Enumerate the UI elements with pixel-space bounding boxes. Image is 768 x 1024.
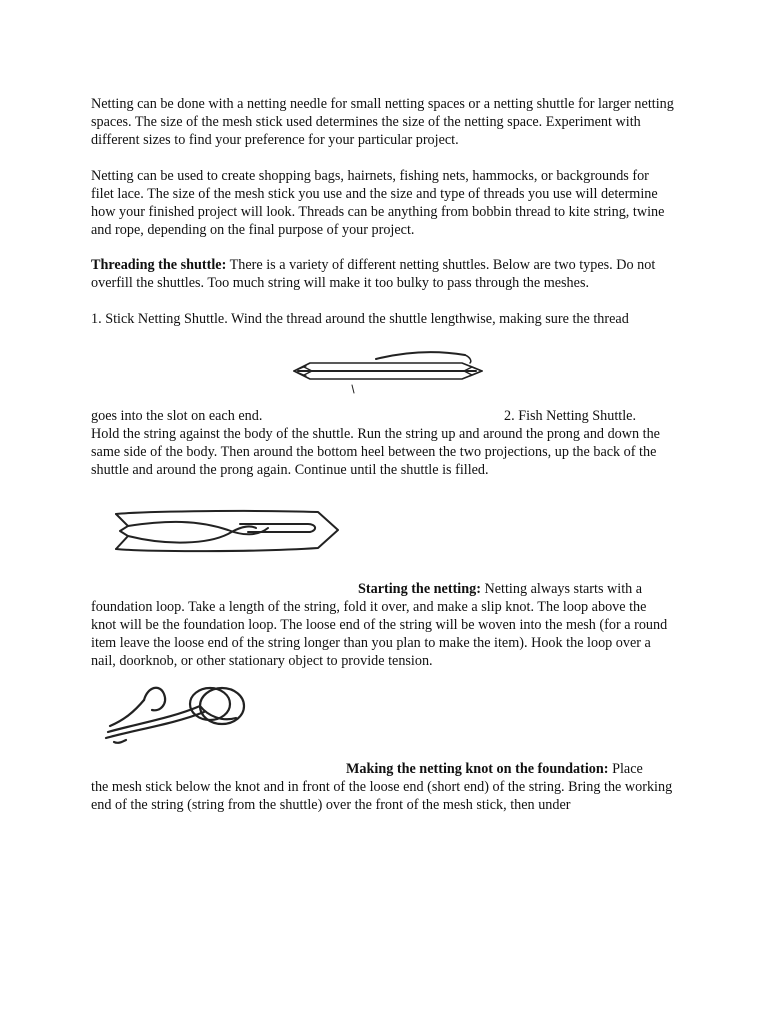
text-goes-into-slot: goes into the slot on each end. — [91, 408, 263, 424]
paragraph-starting-body: foundation loop. Take a length of the string, fold it over, and make a slip knot. The loop above the knot will be the foundation loop. The loose end of the string will be woven into the mesh (for a round item leave the loose end of the string longer than you plan to make the item). Hook the loop over a nail, doorknob, or other stationary object to provide tension. — [91, 599, 668, 669]
starting-heading: Starting the netting: — [358, 581, 481, 597]
paragraph-threading — [91, 256, 675, 292]
paragraph-uses: Netting can be used to create shopping bags, hairnets, fishing nets, hammocks, or backgrounds for filet lace. The size of the mesh stick you use and the size and type of threads you use will determine how your finished project will look. Threads can be anything from bobbin thread to kite string, twine and rope, depending on the final purpose of your project. — [91, 168, 665, 238]
threading-heading: Threading the shuttle: — [91, 257, 227, 273]
paragraph-stick-shuttle: 1. Stick Netting Shuttle. Wind the thread around the shuttle lengthwise, making sure the thread — [91, 311, 629, 327]
starting-first-line: Netting always starts with a — [480, 581, 643, 597]
paragraph-knot-body: the mesh stick below the knot and in front of the loose end (short end) of the string. Bring the working end of the string (string from the shuttle) over the front of the mesh stick, then under — [91, 779, 673, 813]
knot-heading: Making the netting knot on the foundation: — [346, 761, 609, 777]
slip-knot-illustration — [104, 682, 252, 746]
fish-netting-shuttle-illustration — [108, 506, 344, 558]
stick-netting-shuttle-illustration — [290, 345, 488, 397]
paragraph-fish-shuttle: Hold the string against the body of the shuttle. Run the string up and around the prong and down the same side of the body. Then around the bottom heel between the two projections, up the back of the shuttle and around the prong again. Continue until the shuttle is filled. — [91, 426, 660, 478]
paragraph-intro: Netting can be done with a netting needle for small netting spaces or a netting shuttle for larger netting spaces. The size of the mesh stick used determines the size of the netting space. Experiment with different sizes to find your preference for your particular project. — [91, 96, 674, 148]
paragraph-starting-first-line — [358, 580, 642, 598]
paragraph-knot-first-line — [346, 760, 643, 778]
threading-body: There is a variety of different netting shuttles. Below are two types. Do not overfill the shuttles. Too much string will make it too bulky to pass through the meshes. — [91, 257, 656, 291]
knot-first-line: Place — [608, 761, 643, 777]
text-fish-shuttle-title: 2. Fish Netting Shuttle. — [504, 408, 637, 424]
